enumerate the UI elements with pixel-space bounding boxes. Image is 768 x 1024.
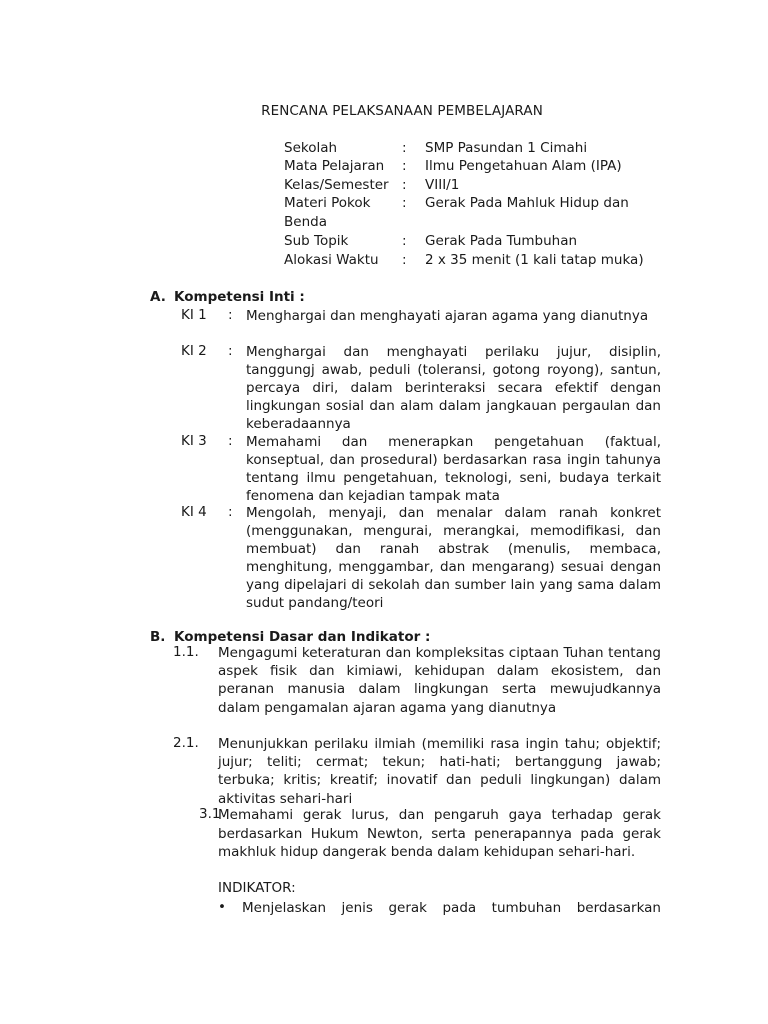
info-label: Mata Pelajaran — [284, 158, 385, 174]
kd-text: Menunjukkan perilaku ilmiah (memiliki rasa ingin tahu; objektif; jujur; teliti; cermat; tekun; hati-hati; bertanggung jawab; terbuka; kritis; kreatif; inovatif dan peduli lingkungan) dalam aktivitas sehari-hari — [218, 736, 661, 807]
info-value: 2 x 35 menit (1 kali tatap muka) — [425, 252, 644, 268]
info-colon: : — [402, 158, 407, 174]
ki-code: KI 1 — [181, 307, 207, 323]
indikator-text: Menjelaskan jenis gerak pada tumbuhan berdasarkan — [242, 900, 661, 916]
kd-item-1-1 — [173, 644, 661, 717]
ki-code: KI 4 — [181, 504, 207, 520]
ki-text: Mengolah, menyaji, dan menalar dalam ranah konkret (menggunakan, mengurai, merangkai, memodifikasi, dan membuat) dan ranah abstrak (menulis, membaca, menghitung, menggambar, dan mengarang) sesuai dengan yang dipelajari di sekolah dan sumber lain yang sama dalam sudut pandang/teori — [246, 505, 661, 611]
info-row-sub-topik — [284, 232, 577, 251]
info-colon: : — [402, 195, 407, 211]
section-title: Kompetensi Dasar dan Indikator : — [174, 629, 431, 645]
section-letter: A. — [150, 289, 166, 305]
section-letter: B. — [150, 629, 166, 645]
indikator-label: INDIKATOR: — [218, 880, 296, 896]
ki-item-3 — [181, 433, 661, 505]
info-row-mata-pelajaran — [284, 157, 622, 176]
ki-text: Menghargai dan menghayati ajaran agama yang dianutnya — [246, 308, 649, 324]
kd-item-3-1 — [199, 806, 661, 862]
info-row-sekolah — [284, 139, 587, 158]
ki-code: KI 2 — [181, 343, 207, 359]
info-label: Materi Pokok — [284, 195, 371, 211]
kd-text: Mengagumi keteraturan dan kompleksitas ciptaan Tuhan tentang aspek fisik dan kimiawi, kehidupan dalam ekosistem, dan peranan manusia dalam lingkungan serta mewujudkannya dalam pengamalan ajaran agama yang dianutnya — [218, 645, 661, 716]
ki-colon: : — [228, 343, 233, 359]
info-value: Ilmu Pengetahuan Alam (IPA) — [425, 158, 622, 174]
info-colon: : — [402, 177, 407, 193]
kd-item-2-1 — [173, 735, 661, 808]
info-value: Gerak Pada Tumbuhan — [425, 233, 578, 249]
info-label: Alokasi Waktu — [284, 252, 379, 268]
info-row-alokasi-waktu — [284, 251, 644, 270]
section-a-heading — [150, 289, 305, 305]
ki-item-1 — [181, 307, 661, 325]
ki-text: Memahami dan menerapkan pengetahuan (faktual, konseptual, dan prosedural) berdasarkan rasa ingin tahunya tentang ilmu pengetahuan, teknologi, seni, budaya terkait fenomena dan kejadian tampak mata — [246, 434, 661, 504]
kd-number: 1.1. — [173, 644, 199, 660]
info-label: Kelas/Semester — [284, 177, 389, 193]
section-title: Kompetensi Inti : — [174, 289, 305, 305]
info-continuation: Benda — [284, 214, 327, 230]
info-row-materi-pokok — [284, 194, 629, 213]
info-label: Sekolah — [284, 140, 338, 156]
info-value: Gerak Pada Mahluk Hidup dan — [425, 195, 629, 211]
info-label: Sub Topik — [284, 233, 349, 249]
ki-colon: : — [228, 307, 233, 323]
info-value: VIII/1 — [425, 177, 460, 193]
info-value: SMP Pasundan 1 Cimahi — [425, 140, 588, 156]
ki-item-4 — [181, 504, 661, 612]
info-colon: : — [402, 140, 407, 156]
indikator-bullet-item — [218, 899, 661, 917]
ki-colon: : — [228, 433, 233, 449]
page-title: RENCANA PELAKSANAAN PEMBELAJARAN — [261, 103, 543, 119]
kd-number: 3.1 — [199, 806, 221, 822]
ki-code: KI 3 — [181, 433, 207, 449]
kd-number: 2.1. — [173, 735, 199, 751]
info-row-kelas-semester — [284, 176, 459, 195]
info-colon: : — [402, 252, 407, 268]
kd-text: Memahami gerak lurus, dan pengaruh gaya terhadap gerak berdasarkan Hukum Newton, serta penerapannya pada gerak makhluk hidup dangerak benda dalam kehidupan sehari-hari. — [218, 807, 661, 860]
ki-text: Menghargai dan menghayati perilaku jujur, disiplin, tanggungj awab, peduli (toleransi, gotong royong), santun, percaya diri, dalam berinteraksi secara efektif dengan lingkungan sosial dan alam dalam jangkauan pergaulan dan keberadaannya — [246, 344, 661, 432]
ki-colon: : — [228, 504, 233, 520]
info-colon: : — [402, 233, 407, 249]
ki-item-2 — [181, 343, 661, 433]
section-b-heading — [150, 629, 430, 645]
bullet-icon: • — [218, 899, 226, 915]
